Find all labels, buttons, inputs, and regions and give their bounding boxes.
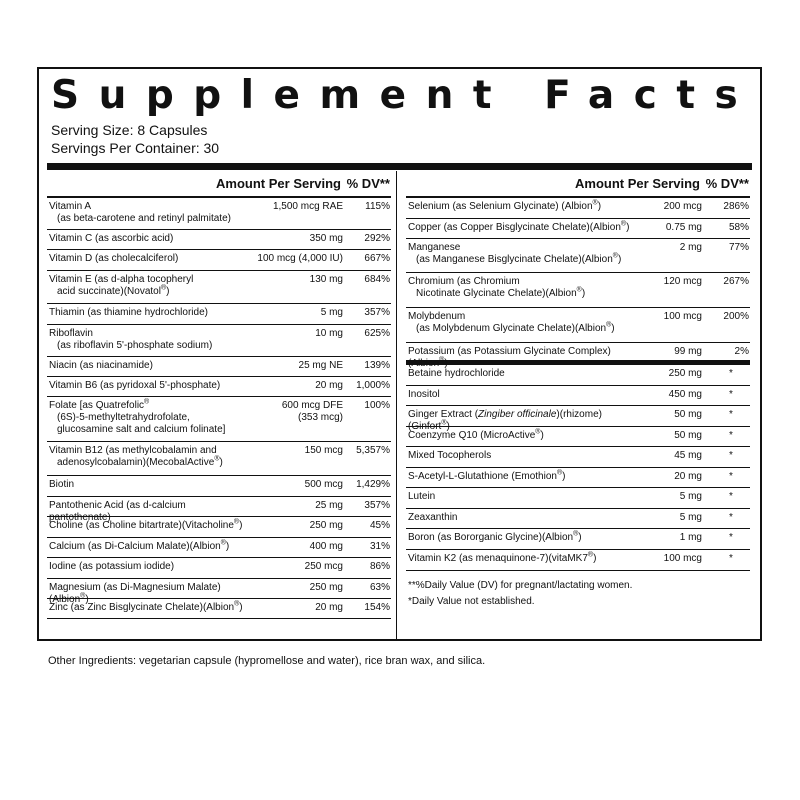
nutrient-name (49, 307, 249, 319)
amount-line: 2 mg (679, 242, 702, 253)
nutrient-amount (321, 307, 343, 319)
nutrient-amount (310, 582, 343, 594)
amount-line: 10 mg (315, 328, 343, 339)
amount-line: 20 mg (674, 471, 702, 482)
nutrient-name-line: Folate [as Quatrefolic® (49, 398, 150, 411)
nutrient-name (49, 328, 249, 352)
footnote-dv: **%Daily Value (DV) for pregnant/lactating women. (408, 580, 633, 591)
nutrient-amount (669, 389, 702, 401)
nutrient-row (406, 447, 750, 468)
nutrient-name-line: Potassium (as Potassium Glycinate Complex)(Albion®) (408, 346, 611, 369)
nutrient-name (408, 389, 638, 401)
nutrient-name-line: Calcium (as Di-Calcium Malate)(Albion®) (49, 539, 230, 552)
nutrient-row (406, 468, 750, 488)
nutrient-dv: 1,000% (356, 380, 390, 391)
amount-line: 250 mg (309, 582, 343, 593)
nutrient-amount (680, 512, 702, 524)
nutrient-name (49, 445, 249, 469)
nutrient-dv: * (729, 389, 733, 400)
nutrient-amount (680, 491, 702, 503)
nutrient-name-line: Riboflavin (49, 328, 93, 339)
nutrient-source-line: acid succinate)(Novatol®) (57, 284, 170, 297)
amount-line: 400 mg (309, 541, 343, 552)
nutrient-name (408, 512, 638, 524)
nutrient-dv: * (729, 430, 733, 441)
amount-line: 130 mg (309, 274, 343, 285)
nutrient-amount (310, 520, 343, 532)
amount-line: 50 mg (674, 430, 702, 441)
nutrient-row (406, 308, 750, 343)
nutrient-row (406, 239, 750, 273)
nutrient-name (49, 253, 249, 265)
amount-line: 600 mcg DFE (281, 400, 343, 411)
nutrient-amount (664, 553, 702, 565)
nutrient-row (406, 343, 750, 369)
nutrient-name-line: Zeaxanthin (408, 512, 458, 523)
nutrient-dv: * (729, 491, 733, 502)
nutrient-row (47, 579, 391, 605)
panel-title: Supplement Facts (51, 73, 758, 118)
nutrient-dv: * (729, 450, 733, 461)
nutrient-name (408, 532, 638, 544)
nutrient-dv: 115% (365, 201, 390, 212)
nutrient-name (408, 222, 638, 234)
nutrient-row (47, 442, 391, 476)
nutrient-name (49, 400, 249, 436)
dv-header: % DV** (346, 176, 390, 191)
amount-line: 25 mg NE (298, 360, 343, 371)
nutrient-dv: * (729, 512, 733, 523)
nutrient-name-line: Vitamin C (as ascorbic acid) (49, 233, 174, 244)
dv-header: % DV** (705, 176, 749, 191)
nutrient-name (408, 450, 638, 462)
nutrient-name-line: Niacin (as niacinamide) (49, 360, 153, 371)
nutrient-dv: 292% (364, 233, 390, 244)
column-header (47, 171, 391, 198)
nutrient-row (406, 198, 750, 219)
nutrient-row (47, 271, 391, 304)
nutrient-name-line: Manganese (408, 242, 461, 253)
nutrient-name (49, 561, 249, 573)
nutrient-name (49, 479, 249, 491)
nutrient-amount (664, 201, 702, 213)
nutrient-amount (257, 253, 343, 265)
nutrient-row (47, 304, 391, 325)
nutrient-name-line: Molybdenum (408, 311, 466, 322)
servings-per-container: Servings Per Container: 30 (51, 140, 220, 156)
nutrient-name-line: Selenium (as Selenium Glycinate) (Albion®) (408, 199, 602, 212)
nutrient-row (47, 357, 391, 377)
nutrient-name-line: Pantothenic Acid (as d-calcium pantothenate) (49, 500, 186, 523)
nutrient-source-line: (as Manganese Bisglycinate Chelate)(Albion®) (416, 252, 622, 265)
serving-size: Serving Size: 8 Capsules (51, 122, 208, 138)
nutrient-row (47, 497, 391, 523)
nutrient-amount (674, 471, 702, 483)
nutrient-name (408, 242, 638, 266)
nutrient-amount (669, 368, 702, 380)
nutrient-name-line: Inositol (408, 389, 440, 400)
amount-line: 5 mg (679, 512, 702, 523)
amount-line: 500 mcg (304, 479, 343, 490)
nutrient-dv: 625% (364, 328, 390, 339)
nutrient-name-line: Vitamin K2 (as menaquinone-7)(vitaMK7®) (408, 551, 597, 564)
nutrient-name-line: Thiamin (as thiamine hydrochloride) (49, 307, 208, 318)
nutrient-dv: 63% (369, 582, 390, 593)
nutrient-name (408, 276, 638, 300)
nutrient-amount (674, 430, 702, 442)
nutrient-name (49, 602, 249, 614)
nutrient-row (406, 529, 750, 550)
nutrient-amount (305, 445, 343, 457)
amount-line: 1 mg (679, 532, 702, 543)
nutrient-dv: 200% (723, 311, 749, 322)
nutrient-name-line: Magnesium (as Di-Magnesium Malate)(Albion®) (49, 582, 221, 605)
nutrient-name-line: Vitamin E (as d-alpha tocopheryl (49, 274, 194, 285)
nutrient-row (406, 365, 750, 386)
nutrient-row (406, 488, 750, 509)
nutrient-dv: 45% (369, 520, 390, 531)
amount-line: 25 mg (315, 500, 343, 511)
amount-line: 5 mg (320, 307, 343, 318)
nutrient-source-line: (as Molybdenum Glycinate Chelate)(Albion®) (416, 321, 615, 334)
nutrient-name-line: Ginger Extract (Zingiber officinale)(rhizome)(Ginfort®) (408, 409, 602, 432)
nutrient-name-line: Boron (as Bororganic Glycine)(Albion®) (408, 530, 582, 543)
nutrient-row (47, 250, 391, 271)
nutrient-dv: 58% (728, 222, 749, 233)
amount-line: 100 mcg (663, 311, 702, 322)
nutrient-name-line: Betaine hydrochloride (408, 368, 505, 379)
nutrient-name-line: Vitamin B6 (as pyridoxal 5'-phosphate) (49, 380, 221, 391)
nutrient-source-line: adenosylcobalamin)(MecobalActive®) (57, 455, 223, 468)
nutrient-amount (315, 328, 343, 340)
nutrient-amount (680, 242, 702, 254)
nutrient-name-line: S-Acetyl-L-Glutathione (Emothion®) (408, 469, 566, 482)
supplement-facts-panel (37, 67, 762, 641)
nutrient-name-line: Vitamin D (as cholecalciferol) (49, 253, 179, 264)
nutrient-row (406, 273, 750, 308)
nutrient-name (408, 368, 638, 380)
amount-line: 99 mg (674, 346, 702, 357)
nutrient-row (47, 377, 391, 397)
amount-line: 120 mcg (663, 276, 702, 287)
nutrient-dv: 77% (728, 242, 749, 253)
amount-line: 150 mcg (304, 445, 343, 456)
nutrient-name (49, 360, 249, 372)
nutrient-name (49, 380, 249, 392)
nutrient-amount (674, 346, 702, 358)
nutrient-name-line: Choline (as Choline bitartrate)(Vitacholine®) (49, 518, 243, 531)
nutrient-amount (680, 532, 702, 544)
nutrient-name-line: Iodine (as potassium iodide) (49, 561, 175, 572)
nutrient-dv: 357% (364, 500, 390, 511)
nutrient-source-line: (as beta-carotene and retinyl palmitate) (57, 213, 231, 224)
nutrient-amount (310, 274, 343, 286)
nutrient-name (49, 541, 249, 553)
nutrient-dv: 2% (734, 346, 749, 357)
amount-line: 100 mcg (663, 553, 702, 564)
nutrient-dv: 86% (369, 561, 390, 572)
nutrient-row (47, 230, 391, 250)
column-divider (396, 171, 397, 641)
column-header (406, 171, 750, 198)
nutrient-name-line: Vitamin B12 (as methylcobalamin and (49, 445, 217, 456)
amount-header: Amount Per Serving (575, 176, 700, 191)
nutrient-row (406, 427, 750, 447)
amount-line: 45 mg (674, 450, 702, 461)
left-column (47, 171, 391, 619)
nutrient-name (49, 201, 249, 225)
amount-line: 450 mg (668, 389, 702, 400)
nutrient-name-line: Chromium (as Chromium (408, 276, 520, 287)
amount-line: 250 mcg (304, 561, 343, 572)
nutrient-name-line: Lutein (408, 491, 436, 502)
amount-line: (353 mcg) (297, 412, 343, 423)
nutrient-amount (299, 360, 343, 372)
nutrient-dv: 667% (364, 253, 390, 264)
nutrient-amount (674, 450, 702, 462)
nutrient-name-line: Vitamin A (49, 201, 92, 212)
nutrient-amount (305, 561, 343, 573)
nutrient-dv: * (729, 471, 733, 482)
nutrient-row (47, 538, 391, 558)
nutrient-name (49, 274, 249, 298)
nutrient-name (408, 430, 638, 442)
nutrient-name (408, 311, 638, 335)
nutrient-row (47, 325, 391, 357)
nutrient-row (406, 550, 750, 571)
nutrient-source-line: glucosamine salt and calcium folinate] (57, 424, 226, 435)
nutrient-row (47, 517, 391, 538)
nutrient-amount (315, 380, 343, 392)
footnote-not-established: *Daily Value not established. (408, 596, 535, 607)
amount-line: 5 mg (679, 491, 702, 502)
amount-line: 1,500 mcg RAE (272, 201, 343, 212)
nutrient-dv: 684% (364, 274, 390, 285)
nutrient-row (47, 476, 391, 497)
nutrient-name (408, 553, 638, 565)
amount-line: 350 mg (309, 233, 343, 244)
nutrient-row (406, 219, 750, 239)
nutrient-name-line: Copper (as Copper Bisglycinate Chelate)(Albion®) (408, 220, 630, 233)
nutrient-name (49, 520, 249, 532)
nutrient-amount (666, 222, 702, 234)
nutrient-name-line: Coenzyme Q10 (MicroActive®) (408, 428, 544, 441)
nutrient-row (406, 406, 750, 432)
nutrient-dv: 286% (723, 201, 749, 212)
nutrient-name (49, 233, 249, 245)
nutrient-name-line: Mixed Tocopherols (408, 450, 492, 461)
nutrient-name-line: Zinc (as Zinc Bisglycinate Chelate)(Albion®) (49, 600, 243, 613)
nutrient-row (406, 386, 750, 406)
nutrient-row (47, 397, 391, 442)
amount-line: 20 mg (315, 380, 343, 391)
nutrient-dv: 357% (364, 307, 390, 318)
nutrient-dv: 154% (364, 602, 390, 613)
nutrient-dv: 5,357% (356, 445, 390, 456)
nutrient-name (408, 491, 638, 503)
top-rule (47, 163, 752, 170)
nutrient-dv: * (729, 368, 733, 379)
nutrient-amount (315, 602, 343, 614)
nutrient-source-line: Nicotinate Glycinate Chelate)(Albion®) (416, 286, 586, 299)
amount-line: 0.75 mg (665, 222, 702, 233)
nutrient-amount (315, 500, 343, 512)
nutrient-amount (273, 201, 343, 213)
nutrient-dv: * (729, 409, 733, 420)
amount-line: 250 mg (309, 520, 343, 531)
nutrient-source-line: (as riboflavin 5'-phosphate sodium) (57, 340, 213, 351)
nutrient-amount (305, 479, 343, 491)
nutrient-amount (674, 409, 702, 421)
nutrient-amount (282, 400, 343, 424)
right-column (406, 171, 750, 607)
other-ingredients: Other Ingredients: vegetarian capsule (hypromellose and water), rice bran wax, and silica. (48, 655, 486, 667)
nutrient-row (47, 599, 391, 619)
amount-header: Amount Per Serving (216, 176, 341, 191)
nutrient-source-line: (6S)-5-methyltetrahydrofolate, (57, 412, 190, 423)
nutrient-name-line: Biotin (49, 479, 75, 490)
amount-line: 50 mg (674, 409, 702, 420)
nutrient-dv: 139% (364, 360, 390, 371)
nutrient-row (47, 198, 391, 230)
nutrient-dv: 100% (364, 400, 390, 411)
nutrient-name (408, 471, 638, 483)
nutrient-amount (310, 233, 343, 245)
nutrient-dv: 31% (369, 541, 390, 552)
amount-line: 200 mcg (663, 201, 702, 212)
amount-line: 250 mg (668, 368, 702, 379)
nutrient-name (408, 201, 638, 213)
nutrient-dv: 1,429% (356, 479, 390, 490)
amount-line: 20 mg (315, 602, 343, 613)
nutrient-amount (310, 541, 343, 553)
nutrient-row (47, 558, 391, 579)
amount-line: 100 mcg (4,000 IU) (257, 253, 343, 264)
nutrient-dv: * (729, 553, 733, 564)
nutrient-dv: 267% (723, 276, 749, 287)
nutrient-amount (664, 276, 702, 288)
nutrient-amount (664, 311, 702, 323)
nutrient-row (406, 509, 750, 529)
nutrient-dv: * (729, 532, 733, 543)
